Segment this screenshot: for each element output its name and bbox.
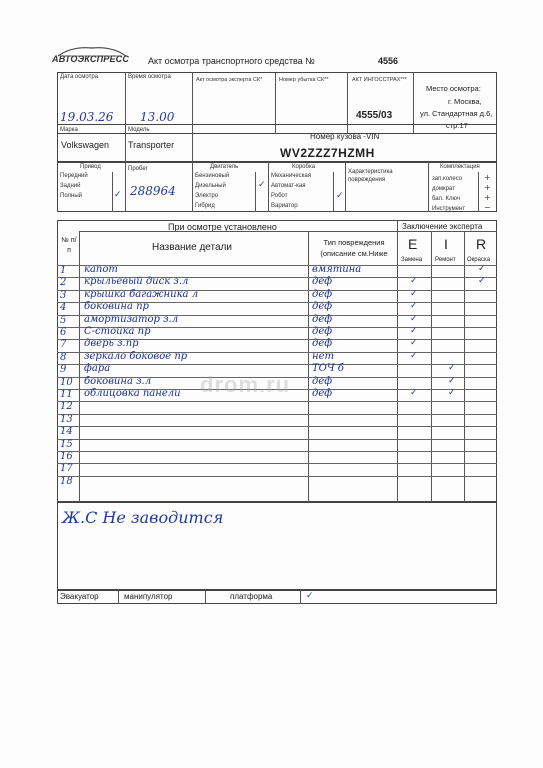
row-part-name: фара bbox=[84, 363, 111, 375]
document-title: Акт осмотра транспортного средства № bbox=[148, 56, 315, 66]
row-damage-type: деф bbox=[312, 288, 333, 300]
drive-item-rear: Задний bbox=[60, 183, 81, 189]
place-label: Место осмотра: bbox=[426, 84, 481, 93]
place-line2: ул. Стандартная д.6, bbox=[420, 109, 493, 118]
vin-label: Номер кузова -VIN bbox=[310, 132, 380, 141]
gearbox-item-auto: Автомат-кая bbox=[271, 183, 306, 189]
row-part-name: дверь з.пр bbox=[84, 338, 139, 350]
col-e-sub: Замена bbox=[401, 257, 423, 263]
logo-text: АВТОЭКСПРЕСС bbox=[52, 54, 130, 64]
replace-check: ✓ bbox=[410, 350, 418, 361]
table-row bbox=[57, 476, 497, 488]
platform-label: платформа bbox=[230, 592, 273, 601]
ingos-label: АКТ ИНГОССТРАХ*** bbox=[352, 77, 407, 83]
row-number: 7 bbox=[60, 339, 67, 351]
row-damage-type: деф bbox=[312, 276, 333, 288]
kit-spare-mark: + bbox=[484, 173, 491, 182]
repair-check: ✓ bbox=[448, 388, 456, 398]
row-number: 10 bbox=[60, 376, 73, 388]
replace-check: ✓ bbox=[410, 326, 418, 336]
row-number: 17 bbox=[60, 463, 73, 475]
row-part-name: зеркало боковое пр bbox=[84, 350, 188, 362]
gearbox-item-manual: Механическая bbox=[271, 173, 312, 179]
kit-jack-mark: + bbox=[484, 183, 491, 192]
row-number: 12 bbox=[60, 401, 73, 413]
drive-label: Привод bbox=[80, 164, 101, 170]
engine-label: Двигатель bbox=[210, 164, 239, 170]
row-number: 3 bbox=[60, 289, 67, 301]
drive-item-front: Передний bbox=[60, 173, 88, 179]
ingos-value: 4555/03 bbox=[356, 110, 393, 121]
time-value: 13.00 bbox=[140, 110, 175, 124]
expert-title: Заключение эксперта bbox=[402, 222, 483, 231]
row-number: 9 bbox=[60, 364, 67, 376]
row-number: 15 bbox=[60, 438, 73, 450]
col-e: E bbox=[408, 236, 418, 252]
engine-diesel-check: ✓ bbox=[258, 180, 266, 190]
damage-char-label: Характеристика повреждения bbox=[348, 169, 393, 183]
gearbox-item-cvt: Вариатор bbox=[271, 203, 298, 209]
name-header: Название детали bbox=[152, 242, 232, 253]
row-number: 5 bbox=[60, 314, 67, 326]
brand-label: Марка bbox=[60, 127, 78, 133]
mileage-value: 288964 bbox=[130, 184, 176, 198]
row-damage-type: деф bbox=[312, 313, 333, 325]
row-part-name: крыльевый диск з.л bbox=[84, 276, 189, 288]
kit-item-jack: домкрат bbox=[432, 186, 455, 192]
sk-loss-label: Номер убытка СК** bbox=[279, 77, 329, 83]
kit-item-tools: Инструмент bbox=[432, 206, 466, 212]
row-number: 14 bbox=[60, 426, 73, 438]
row-part-name: крышка багажника л bbox=[84, 288, 199, 300]
col-i-sub: Ремонт bbox=[435, 257, 456, 263]
row-part-name: боковина пр bbox=[84, 301, 149, 313]
brand-value: Volkswagen bbox=[61, 140, 110, 150]
date-label: Дата осмотра bbox=[60, 74, 99, 80]
replace-check: ✓ bbox=[410, 338, 418, 349]
drive-item-full: Полный bbox=[60, 193, 82, 199]
row-number: 11 bbox=[60, 389, 73, 400]
col-r-sub: Окраска bbox=[467, 257, 491, 263]
row-number: 8 bbox=[60, 351, 67, 363]
manipulator-label: манипулятор bbox=[124, 592, 173, 601]
mileage-label: Пробег bbox=[128, 166, 148, 172]
engine-item-hybrid: Гибрид bbox=[195, 203, 215, 209]
row-damage-type: деф bbox=[312, 375, 333, 387]
table-row bbox=[57, 463, 497, 475]
kit-item-wrench: бал. Ключ bbox=[432, 196, 460, 202]
gearbox-label: Коробка bbox=[292, 164, 316, 170]
model-label: Модель bbox=[128, 127, 150, 133]
row-part-name: амортизатор з.л bbox=[84, 313, 179, 325]
table-row bbox=[57, 401, 497, 413]
gearbox-item-robot: Робот bbox=[271, 193, 288, 199]
row-damage-type: деф bbox=[312, 338, 333, 350]
notes-text: Ж.С Не заводится bbox=[62, 508, 224, 527]
row-damage-type: вмятина bbox=[312, 264, 362, 275]
row-damage-type: деф bbox=[312, 326, 333, 337]
kit-item-spare: зап.колесо bbox=[432, 176, 463, 182]
table-row bbox=[57, 426, 497, 438]
paint-check: ✓ bbox=[478, 264, 486, 274]
engine-item-petrol: Бензиновый bbox=[195, 173, 230, 179]
table-title: При осмотре установлено bbox=[168, 222, 277, 232]
replace-check: ✓ bbox=[410, 276, 418, 287]
vin-value: WV2ZZZ7HZMH bbox=[280, 146, 375, 160]
row-number: 1 bbox=[60, 265, 67, 276]
replace-check: ✓ bbox=[410, 388, 418, 398]
repair-check: ✓ bbox=[448, 363, 456, 374]
engine-item-electric: Электро bbox=[195, 193, 219, 199]
row-damage-type: деф bbox=[312, 301, 333, 313]
sk-act-label: Акт осмотра эксперта СК* bbox=[196, 77, 263, 83]
time-label: Время осмотра bbox=[128, 74, 171, 80]
row-number: 18 bbox=[60, 475, 73, 487]
model-value: Transporter bbox=[128, 140, 175, 150]
row-part-name: боковина з.л bbox=[84, 375, 152, 387]
row-number: 16 bbox=[60, 451, 73, 462]
replace-check: ✓ bbox=[410, 301, 418, 312]
replace-check: ✓ bbox=[410, 313, 418, 324]
gearbox-robot-check: ✓ bbox=[336, 191, 344, 201]
table-row bbox=[57, 414, 497, 426]
row-damage-type: нет bbox=[312, 350, 334, 362]
watermark: drom.ru bbox=[200, 372, 291, 397]
row-number: 2 bbox=[60, 277, 67, 289]
evacuator-label: Эвакуатор bbox=[60, 592, 99, 601]
row-part-name: облицовка панели bbox=[84, 388, 181, 399]
repair-check: ✓ bbox=[448, 375, 456, 386]
engine-item-diesel: Дизельный bbox=[195, 183, 226, 189]
num-label: № п/п bbox=[61, 237, 77, 254]
row-damage-type: деф bbox=[312, 388, 333, 399]
table-row bbox=[57, 439, 497, 451]
footer-block bbox=[57, 590, 497, 604]
platform-check: ✓ bbox=[306, 591, 314, 601]
type-header: Тип повреждения (описание см.Ниже bbox=[320, 238, 388, 258]
col-r: R bbox=[476, 236, 487, 252]
act-number: 4556 bbox=[378, 56, 399, 66]
table-row bbox=[57, 451, 497, 463]
vehicle-block bbox=[57, 124, 497, 162]
kit-wrench-mark: + bbox=[484, 193, 491, 202]
row-number: 4 bbox=[60, 302, 67, 314]
row-damage-type: ТОЧ б bbox=[312, 363, 344, 375]
row-number: 6 bbox=[60, 327, 67, 338]
place-line3: стр.17 bbox=[446, 121, 468, 130]
kit-tools-mark: − bbox=[484, 203, 491, 212]
col-i: I bbox=[444, 236, 448, 252]
row-part-name: капот bbox=[84, 264, 118, 275]
drive-full-check: ✓ bbox=[114, 190, 122, 200]
replace-check: ✓ bbox=[410, 288, 418, 299]
row-part-name: С-стойка пр bbox=[84, 326, 151, 337]
date-value: 19.03.26 bbox=[60, 110, 114, 124]
company-logo bbox=[52, 44, 132, 72]
kit-label: Комплектация bbox=[440, 164, 480, 170]
row-number: 13 bbox=[60, 413, 73, 425]
place-line1: г. Москва, bbox=[448, 97, 482, 106]
paint-check: ✓ bbox=[478, 276, 486, 287]
